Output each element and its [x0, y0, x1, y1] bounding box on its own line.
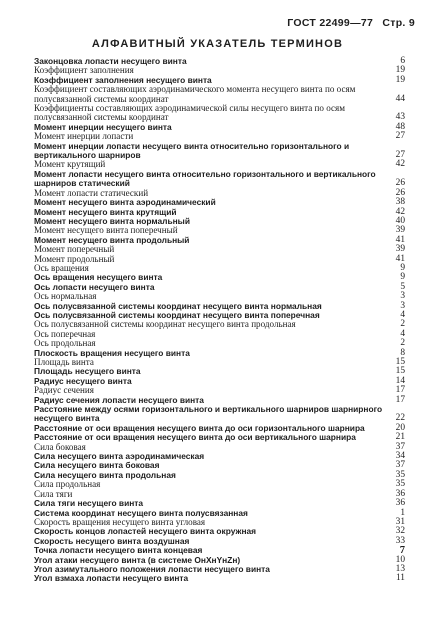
- term-text: Радиус сечения лопасти несущего винта: [34, 394, 204, 405]
- term-number: 3: [400, 300, 405, 311]
- term-number: 19: [395, 65, 405, 76]
- term-text: Расстояние от оси вращения несущего винта до оси вертикального шарнира: [34, 432, 356, 443]
- standard-number: ГОСТ 22499—77: [287, 17, 374, 29]
- term-text: Радиус сечения: [34, 385, 94, 396]
- term-number: 42: [395, 159, 405, 170]
- term-text: Момент несущего винта продольный: [34, 234, 190, 245]
- term-number: 41: [395, 234, 405, 245]
- term-number: 4: [400, 309, 405, 320]
- term-number: 43: [395, 112, 405, 123]
- index-entry: [34, 104, 405, 123]
- term-text: Момент несущего винта крутящий: [34, 206, 177, 217]
- term-number: 14: [395, 375, 405, 386]
- term-text: Расстояние от оси вращения несущего винта до оси горизонтального шарнира: [34, 422, 365, 433]
- term-text: Ось полусвязанной системы координат несущего винта продольная: [34, 319, 296, 330]
- term-number: 27: [395, 150, 405, 161]
- term-number: 9: [400, 262, 405, 273]
- term-number: 41: [395, 253, 405, 264]
- term-text: Законцовка лопасти несущего винта: [34, 56, 187, 66]
- term-text: Скорость вращения несущего винта угловая: [34, 516, 206, 527]
- page-number: Стр. 9: [382, 17, 415, 29]
- term-text: Ось нормальная: [34, 291, 97, 302]
- term-number: 27: [395, 131, 405, 142]
- term-text: Ось вращения несущего винта: [34, 272, 163, 283]
- term-number: 7: [399, 545, 405, 557]
- term-text: Момент несущего винта аэродинамический: [34, 197, 216, 208]
- index-entry: [34, 574, 405, 583]
- term-text: Система координат несущего винта полусвязанная: [34, 507, 248, 518]
- term-text: Коэффициенты составляющих аэродинамической силы несущего винта по осям полусвязанной системы координат: [34, 103, 345, 123]
- term-text: Коэффициент заполнения несущего винта: [34, 74, 212, 85]
- term-number: 38: [395, 197, 405, 208]
- term-text: Угол взмаха лопасти несущего винта: [34, 573, 189, 584]
- term-text: Площадь винта: [34, 357, 94, 367]
- term-number: 44: [395, 93, 405, 104]
- term-number: 22: [395, 413, 405, 424]
- term-text: Коэффициент составляющих аэродинамического момента несущего винта по осям полусвязанной системы координат: [34, 84, 356, 104]
- term-number: 6: [400, 56, 405, 66]
- index-title: АЛФАВИТНЫЙ УКАЗАТЕЛЬ ТЕРМИНОВ: [91, 38, 344, 50]
- term-number: 9: [400, 272, 405, 283]
- term-number: 34: [395, 451, 405, 462]
- term-number: 13: [395, 563, 405, 574]
- term-text: Точка лопасти несущего винта концевая: [34, 545, 203, 556]
- index-entry: [34, 480, 405, 489]
- index-entry: [34, 85, 405, 104]
- index-entry: [34, 142, 405, 161]
- index-entry: [34, 170, 405, 189]
- term-number: 21: [395, 432, 405, 443]
- index-entry: [34, 255, 405, 264]
- term-number: 35: [395, 479, 405, 490]
- term-text: Расстояние между осями горизонтального и вертикального шарниров шарнирного несущего винта: [34, 404, 383, 424]
- index-entry: [34, 433, 405, 442]
- term-number: 10: [395, 554, 405, 565]
- term-text: Ось полусвязанной системы координат несущего винта поперечная: [34, 309, 320, 320]
- term-number: 5: [400, 281, 405, 292]
- term-number: 40: [395, 215, 405, 226]
- term-number: 36: [395, 498, 405, 509]
- page-header: [287, 17, 415, 29]
- term-text: Момент продольный: [34, 253, 115, 264]
- term-text: Момент инерции лопасти несущего винта относительно горизонтального и вертикального шарниров: [34, 140, 350, 161]
- term-index-list: [34, 57, 405, 584]
- term-text: Скорость несущего винта воздушная: [34, 535, 190, 546]
- term-number: 20: [395, 422, 405, 433]
- term-number: 48: [395, 121, 405, 132]
- term-number: 3: [400, 291, 405, 302]
- term-text: Радиус несущего винта: [34, 375, 132, 386]
- term-number: 36: [395, 488, 405, 499]
- term-number: 26: [395, 187, 405, 198]
- term-number: 37: [395, 441, 405, 452]
- term-text: Момент лопасти несущего винта относительно горизонтального и вертикального шарниров статический: [34, 168, 376, 189]
- term-text: Сила тяги: [34, 488, 73, 499]
- term-number: 15: [395, 366, 405, 377]
- term-text: Сила продольная: [34, 479, 101, 490]
- term-number: 42: [395, 206, 405, 217]
- term-number: 31: [395, 516, 405, 527]
- term-number: 8: [400, 347, 405, 358]
- term-number: 32: [395, 526, 405, 537]
- term-number: 1: [400, 507, 405, 518]
- term-text: Момент крутящий: [34, 159, 106, 170]
- term-text: Сила боковая: [34, 441, 86, 452]
- term-text: Ось вращения: [34, 262, 89, 273]
- term-text: Сила несущего винта аэродинамическая: [34, 451, 205, 462]
- term-number: 2: [400, 319, 405, 330]
- term-text: Момент лопасти статический: [34, 187, 149, 198]
- term-text: Ось поперечная: [34, 328, 96, 339]
- term-text: Момент инерции несущего винта: [34, 121, 172, 132]
- term-number: 35: [395, 469, 405, 480]
- term-text: Плоскость вращения несущего винта: [34, 347, 190, 358]
- term-text: Ось лопасти несущего винта: [34, 281, 155, 292]
- term-text: Момент несущего винта нормальный: [34, 215, 190, 226]
- term-text: Момент поперечный: [34, 244, 115, 255]
- term-number: 19: [395, 74, 405, 85]
- term-text: Сила несущего винта продольная: [34, 469, 176, 480]
- term-text: Угол азимутального положения лопасти несущего винта: [34, 563, 270, 574]
- term-number: 11: [395, 573, 405, 584]
- term-number: 39: [395, 225, 405, 236]
- term-text: Ось полусвязанной системы координат несущего винта нормальная: [34, 300, 322, 311]
- term-text: Момент инерции лопасти: [34, 131, 134, 142]
- term-text: Коэффициент заполнения: [34, 65, 134, 76]
- term-number: 37: [395, 460, 405, 471]
- term-text: Сила несущего винта боковая: [34, 460, 160, 471]
- term-number: 2: [400, 338, 405, 349]
- term-number: 17: [395, 385, 405, 396]
- term-text: Угол атаки несущего винта (в системе OнXнYнZн): [34, 554, 241, 565]
- term-number: 17: [395, 394, 405, 405]
- term-number: 4: [400, 328, 405, 339]
- term-text: Скорость концов лопастей несущего винта окружная: [34, 526, 257, 537]
- term-number: 15: [395, 357, 405, 367]
- term-number: 26: [395, 178, 405, 189]
- term-number: 33: [395, 535, 405, 546]
- term-text: Площадь несущего винта: [34, 366, 141, 377]
- term-text: Ось продольная: [34, 338, 96, 349]
- term-number: 39: [395, 244, 405, 255]
- term-text: Момент несущего винта поперечный: [34, 225, 178, 236]
- index-entry: [34, 405, 405, 424]
- term-text: Сила тяги несущего винта: [34, 498, 144, 509]
